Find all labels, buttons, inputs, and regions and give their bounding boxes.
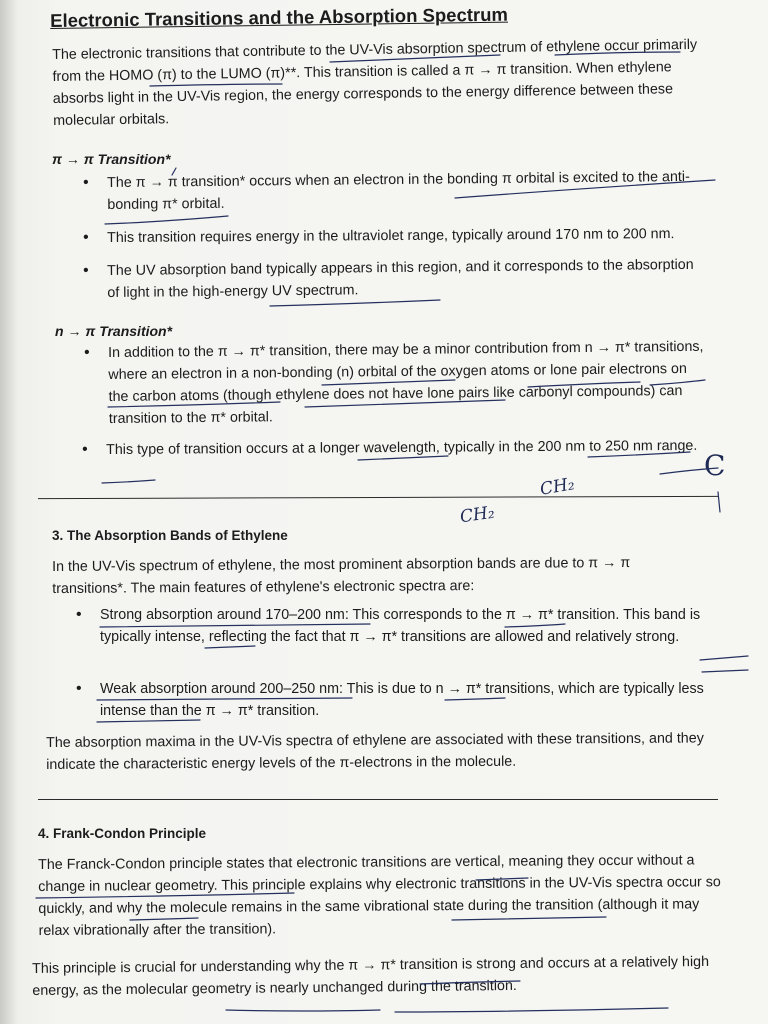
bullet-dot: • <box>83 262 89 280</box>
pi-pi-heading: π → π Transition* <box>52 151 171 167</box>
section-4-heading: 4. Frank-Condon Principle <box>38 826 207 841</box>
section-4-paragraph-2: This principle is crucial for understanding why the π → π* transition is strong and occurs at a relatively high energy, as the molecular geometry is nearly unchanged during the transition. <box>32 953 710 999</box>
pi-bullet-3-text: The UV absorption band typically appears in this region, and it corresponds to the absorption of light in the high-energy UV spectrum. <box>107 256 694 301</box>
handwritten-note-c: C <box>704 449 726 482</box>
section-3-heading: 3. The Absorption Bands of Ethylene <box>52 528 288 543</box>
bullet-dot: • <box>76 606 82 623</box>
bullet-dot: • <box>82 441 88 459</box>
n-bullet-2-text: This type of transition occurs at a longer wavelength, typically in the 200 nm to 250 nm range. <box>106 437 698 458</box>
handwritten-note-ch2-lower: CH₂ <box>458 502 496 528</box>
bullet-dot: • <box>83 174 89 192</box>
bullet-dot: • <box>84 344 90 362</box>
n-pi-heading: n → π Transition* <box>55 323 173 339</box>
s3-bullet-1-text: Strong absorption around 170–200 nm: This corresponds to the π → π* transition. This band is typically intense, reflecting the fact that π → π* transitions are allowed and relatively strong. <box>100 607 701 645</box>
pi-bullet-1-text: The π → π transition* occurs when an electron in the bonding π orbital is excited to the anti-bonding π* orbital. <box>107 168 690 213</box>
s3-bullet-2-text: Weak absorption around 200–250 nm: This is due to n → π* transitions, which are typically less intense than the π → π* transition. <box>100 681 704 719</box>
page-title: Electronic Transitions and the Absorption Spectrum <box>50 3 509 31</box>
bullet-dot: • <box>76 680 82 697</box>
handwritten-note-ch2-upper: CH₂ <box>538 474 577 500</box>
section-3-outro: The absorption maxima in the UV-Vis spectra of ethylene are associated with these transitions, and they indicate the characteristic energy levels of the π-electrons in the molecule. <box>46 730 704 773</box>
intro-paragraph: The electronic transitions that contribute to the UV-Vis absorption spectrum of ethylene occur primarily from the HOMO (π) to the LUMO (π)**. This transition is called a π → π transition. When ethylene absorbs light in the UV-Vis region, the energy corresponds to the energy difference between these molecular orbitals. <box>52 36 698 129</box>
section-4-paragraph-1: The Franck-Condon principle states that electronic transitions are vertical, meaning they occur without a change in nuclear geometry. This principle explains why electronic transitions in the UV-Vis spectra occur so quickly, and why the molecule remains in the same vibrational state during the transition (although it may relax vibrationally after the transition). <box>38 852 721 939</box>
section-3-intro: In the UV-Vis spectrum of ethylene, the most prominent absorption bands are due to π → π transitions*. The main features of ethylene's electronic spectra are: <box>52 554 631 597</box>
bullet-dot: • <box>83 229 89 247</box>
n-bullet-1-text: In addition to the π → π* transition, there may be a minor contribution from n → π* transitions, where an electron in a non-bonding (n) orbital of the oxygen atoms or lone pair electrons on the carbon atoms (though ethylene does not have lone pairs like carbonyl compounds) can transition to the π* orbital. <box>108 338 704 427</box>
pi-bullet-2-text: This transition requires energy in the ultraviolet range, typically around 170 nm to 200 nm. <box>107 226 675 246</box>
